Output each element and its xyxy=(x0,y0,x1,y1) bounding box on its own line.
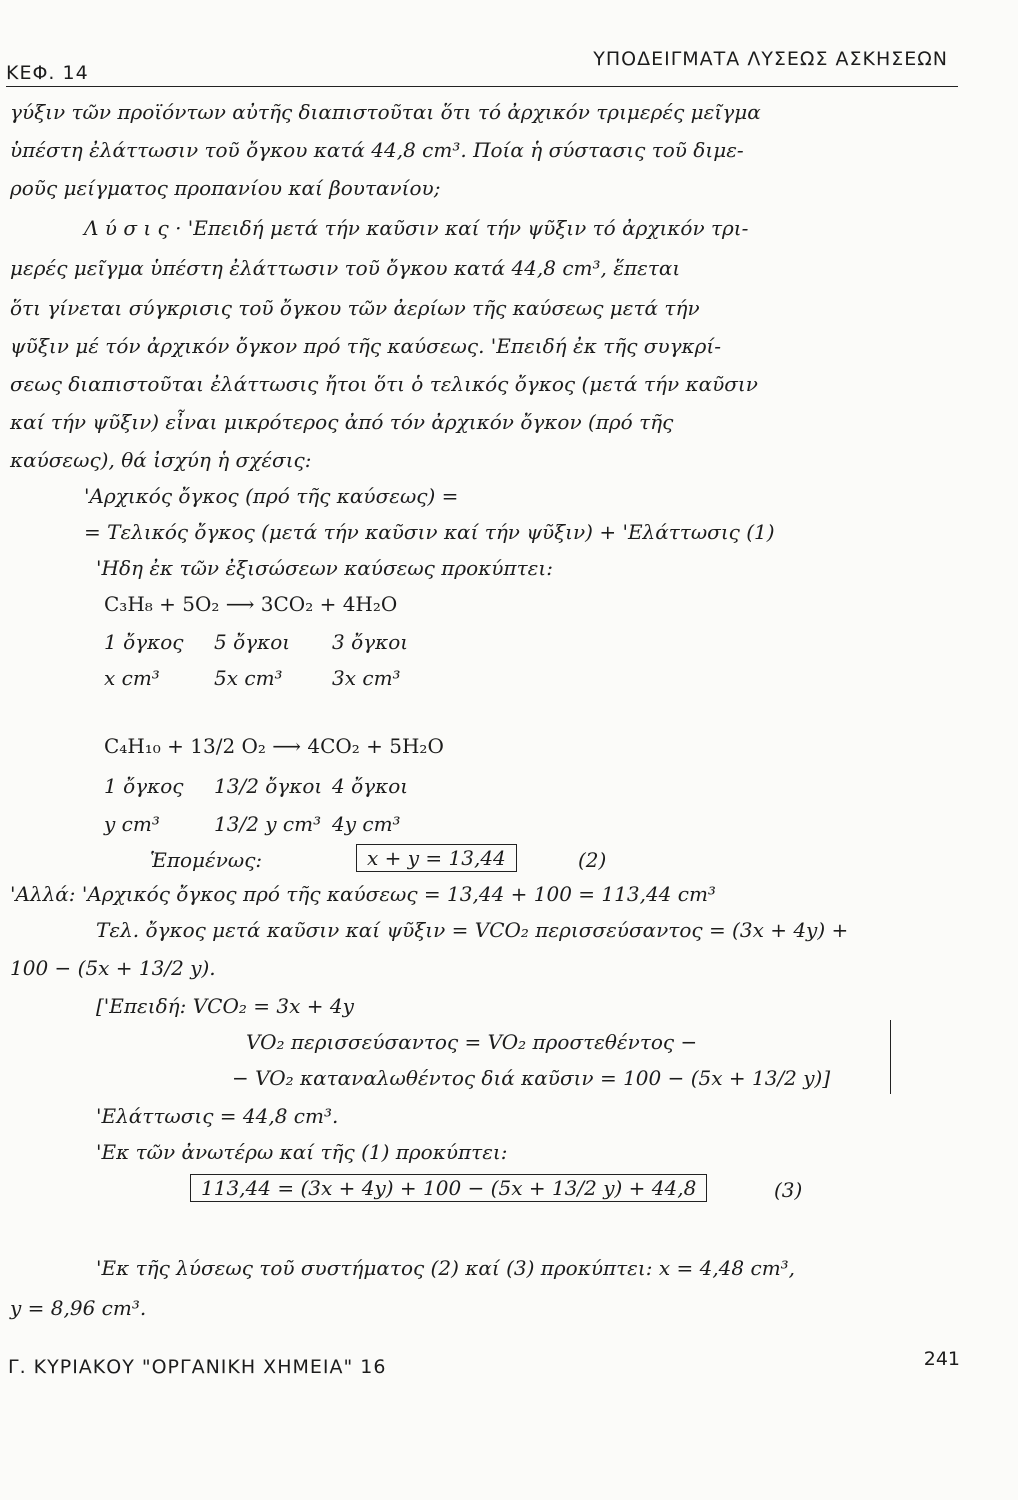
text-line-2: ὑπέστη ἐλάττωσιν τοῦ ὄγκου κατά 44,8 cm³. Ποία ἡ σύστασις τοῦ διμε- xyxy=(10,138,744,162)
since-line: ['Επειδή: VCO₂ = 3x + 4y xyxy=(96,994,354,1018)
footer-credit: Γ. ΚΥΡΙΑΚΟΥ "ΟΡΓΑΝΙΚΗ ΧΗΜΕΙΑ" 16 xyxy=(8,1356,387,1378)
solution-line-2: y = 8,96 cm³. xyxy=(10,1296,147,1320)
text-line-8: σεως διαπιστοῦται ἐλάττωσις ἤτοι ὅτι ὁ τελικός ὄγκος (μετά τήν καῦσιν xyxy=(10,372,758,396)
text-line-10: καύσεως), θά ἰσχύη ἡ σχέσις: xyxy=(10,448,312,472)
from-above-line: 'Εκ τῶν ἀνωτέρω καί τῆς (1) προκύπτει: xyxy=(96,1140,508,1164)
header-rule xyxy=(6,86,958,87)
text-line-13: 'Ηδη ἐκ τῶν ἐξισώσεων καύσεως προκύπτει: xyxy=(96,556,553,580)
reaction2-amt-b: 13/2 y cm³ xyxy=(214,812,322,836)
reaction1-amt-a: x cm³ xyxy=(104,666,160,690)
reaction2-vol-b: 13/2 ὄγκοι xyxy=(214,774,323,798)
reaction1-vol-b: 5 ὄγκοι xyxy=(214,630,291,654)
reaction2-amt-a: y cm³ xyxy=(104,812,160,836)
reaction2-equation: C₄H₁₀ + 13/2 O₂ ⟶ 4CO₂ + 5H₂O xyxy=(104,734,444,758)
reaction1-vol-a: 1 ὄγκος xyxy=(104,630,184,654)
initial-volume-line: 'Αλλά: 'Αρχικός ὄγκος πρό τῆς καύσεως = 13,44 + 100 = 113,44 cm³ xyxy=(10,882,716,906)
reaction1-vol-c: 3 ὄγκοι xyxy=(332,630,409,654)
running-title: ΥΠΟΔΕΙΓΜΑΤΑ ΛΥΣΕΩΣ ΑΣΚΗΣΕΩΝ xyxy=(593,48,948,70)
text-line-1: γύξιν τῶν προϊόντων αὐτῆς διαπιστοῦται ὅτι τό ἀρχικόν τριμερές μεῖγμα xyxy=(10,100,761,124)
vo2-consumed-line: − VO₂ καταναλωθέντος διά καῦσιν = 100 − (5x + 13/2 y)] xyxy=(232,1066,831,1090)
chapter-label: ΚΕΦ. 14 xyxy=(6,62,89,84)
equation-2: x + y = 13,44 xyxy=(356,844,517,872)
decrease-line: 'Ελάττωσις = 44,8 cm³. xyxy=(96,1104,339,1128)
relation-line-2: = Τελικός ὄγκος (μετά τήν καῦσιν καί τήν ψῦξιν) + 'Ελάττωσις (1) xyxy=(84,520,775,544)
right-bracket xyxy=(890,1020,891,1094)
reaction1-equation: C₃H₈ + 5O₂ ⟶ 3CO₂ + 4H₂O xyxy=(104,592,398,616)
therefore-label: Ἑπομένως: xyxy=(150,848,263,872)
solution-line: 'Εκ τῆς λύσεως τοῦ συστήματος (2) καί (3) προκύπτει: x = 4,48 cm³, xyxy=(96,1256,796,1280)
solution-heading-line: Λ ύ σ ι ς · 'Επειδή μετά τήν καῦσιν καί τήν ψῦξιν τό ἀρχικόν τρι- xyxy=(84,216,749,240)
reaction2-vol-a: 1 ὄγκος xyxy=(104,774,184,798)
text-line-7: ψῦξιν μέ τόν ἀρχικόν ὄγκον πρό τῆς καύσεως. 'Επειδή ἐκ τῆς συγκρί- xyxy=(10,334,722,358)
equation-2-box xyxy=(356,846,517,870)
equation-3-tag: (3) xyxy=(774,1178,803,1202)
text-line-6: ὅτι γίνεται σύγκρισις τοῦ ὄγκου τῶν ἀερίων τῆς καύσεως μετά τήν xyxy=(10,296,700,320)
text-line-3: ροῦς μείγματος προπανίου καί βουτανίου; xyxy=(10,176,441,200)
page-number: 241 xyxy=(923,1348,960,1370)
final-volume-line: Τελ. ὄγκος μετά καῦσιν καί ψῦξιν = VCO₂ περισσεύσαντος = (3x + 4y) + xyxy=(96,918,849,942)
final-volume-cont: 100 − (5x + 13/2 y). xyxy=(10,956,216,980)
equation-3-box xyxy=(190,1176,707,1200)
equation-3: 113,44 = (3x + 4y) + 100 − (5x + 13/2 y) + 44,8 xyxy=(190,1174,707,1202)
reaction2-vol-c: 4 ὄγκοι xyxy=(332,774,409,798)
reaction1-amt-c: 3x cm³ xyxy=(332,666,401,690)
text-line-5: μερές μεῖγμα ὑπέστη ἐλάττωσιν τοῦ ὄγκου κατά 44,8 cm³, ἕπεται xyxy=(10,256,681,280)
text-line-9: καί τήν ψῦξιν) εἶναι μικρότερος ἀπό τόν ἀρχικόν ὄγκον (πρό τῆς xyxy=(10,410,674,434)
reaction2-amt-c: 4y cm³ xyxy=(332,812,401,836)
equation-2-tag: (2) xyxy=(578,848,607,872)
vo2-remaining-line: VO₂ περισσεύσαντος = VO₂ προστεθέντος − xyxy=(246,1030,698,1054)
reaction1-amt-b: 5x cm³ xyxy=(214,666,283,690)
relation-line-1: 'Αρχικός ὄγκος (πρό τῆς καύσεως) = xyxy=(84,484,459,508)
